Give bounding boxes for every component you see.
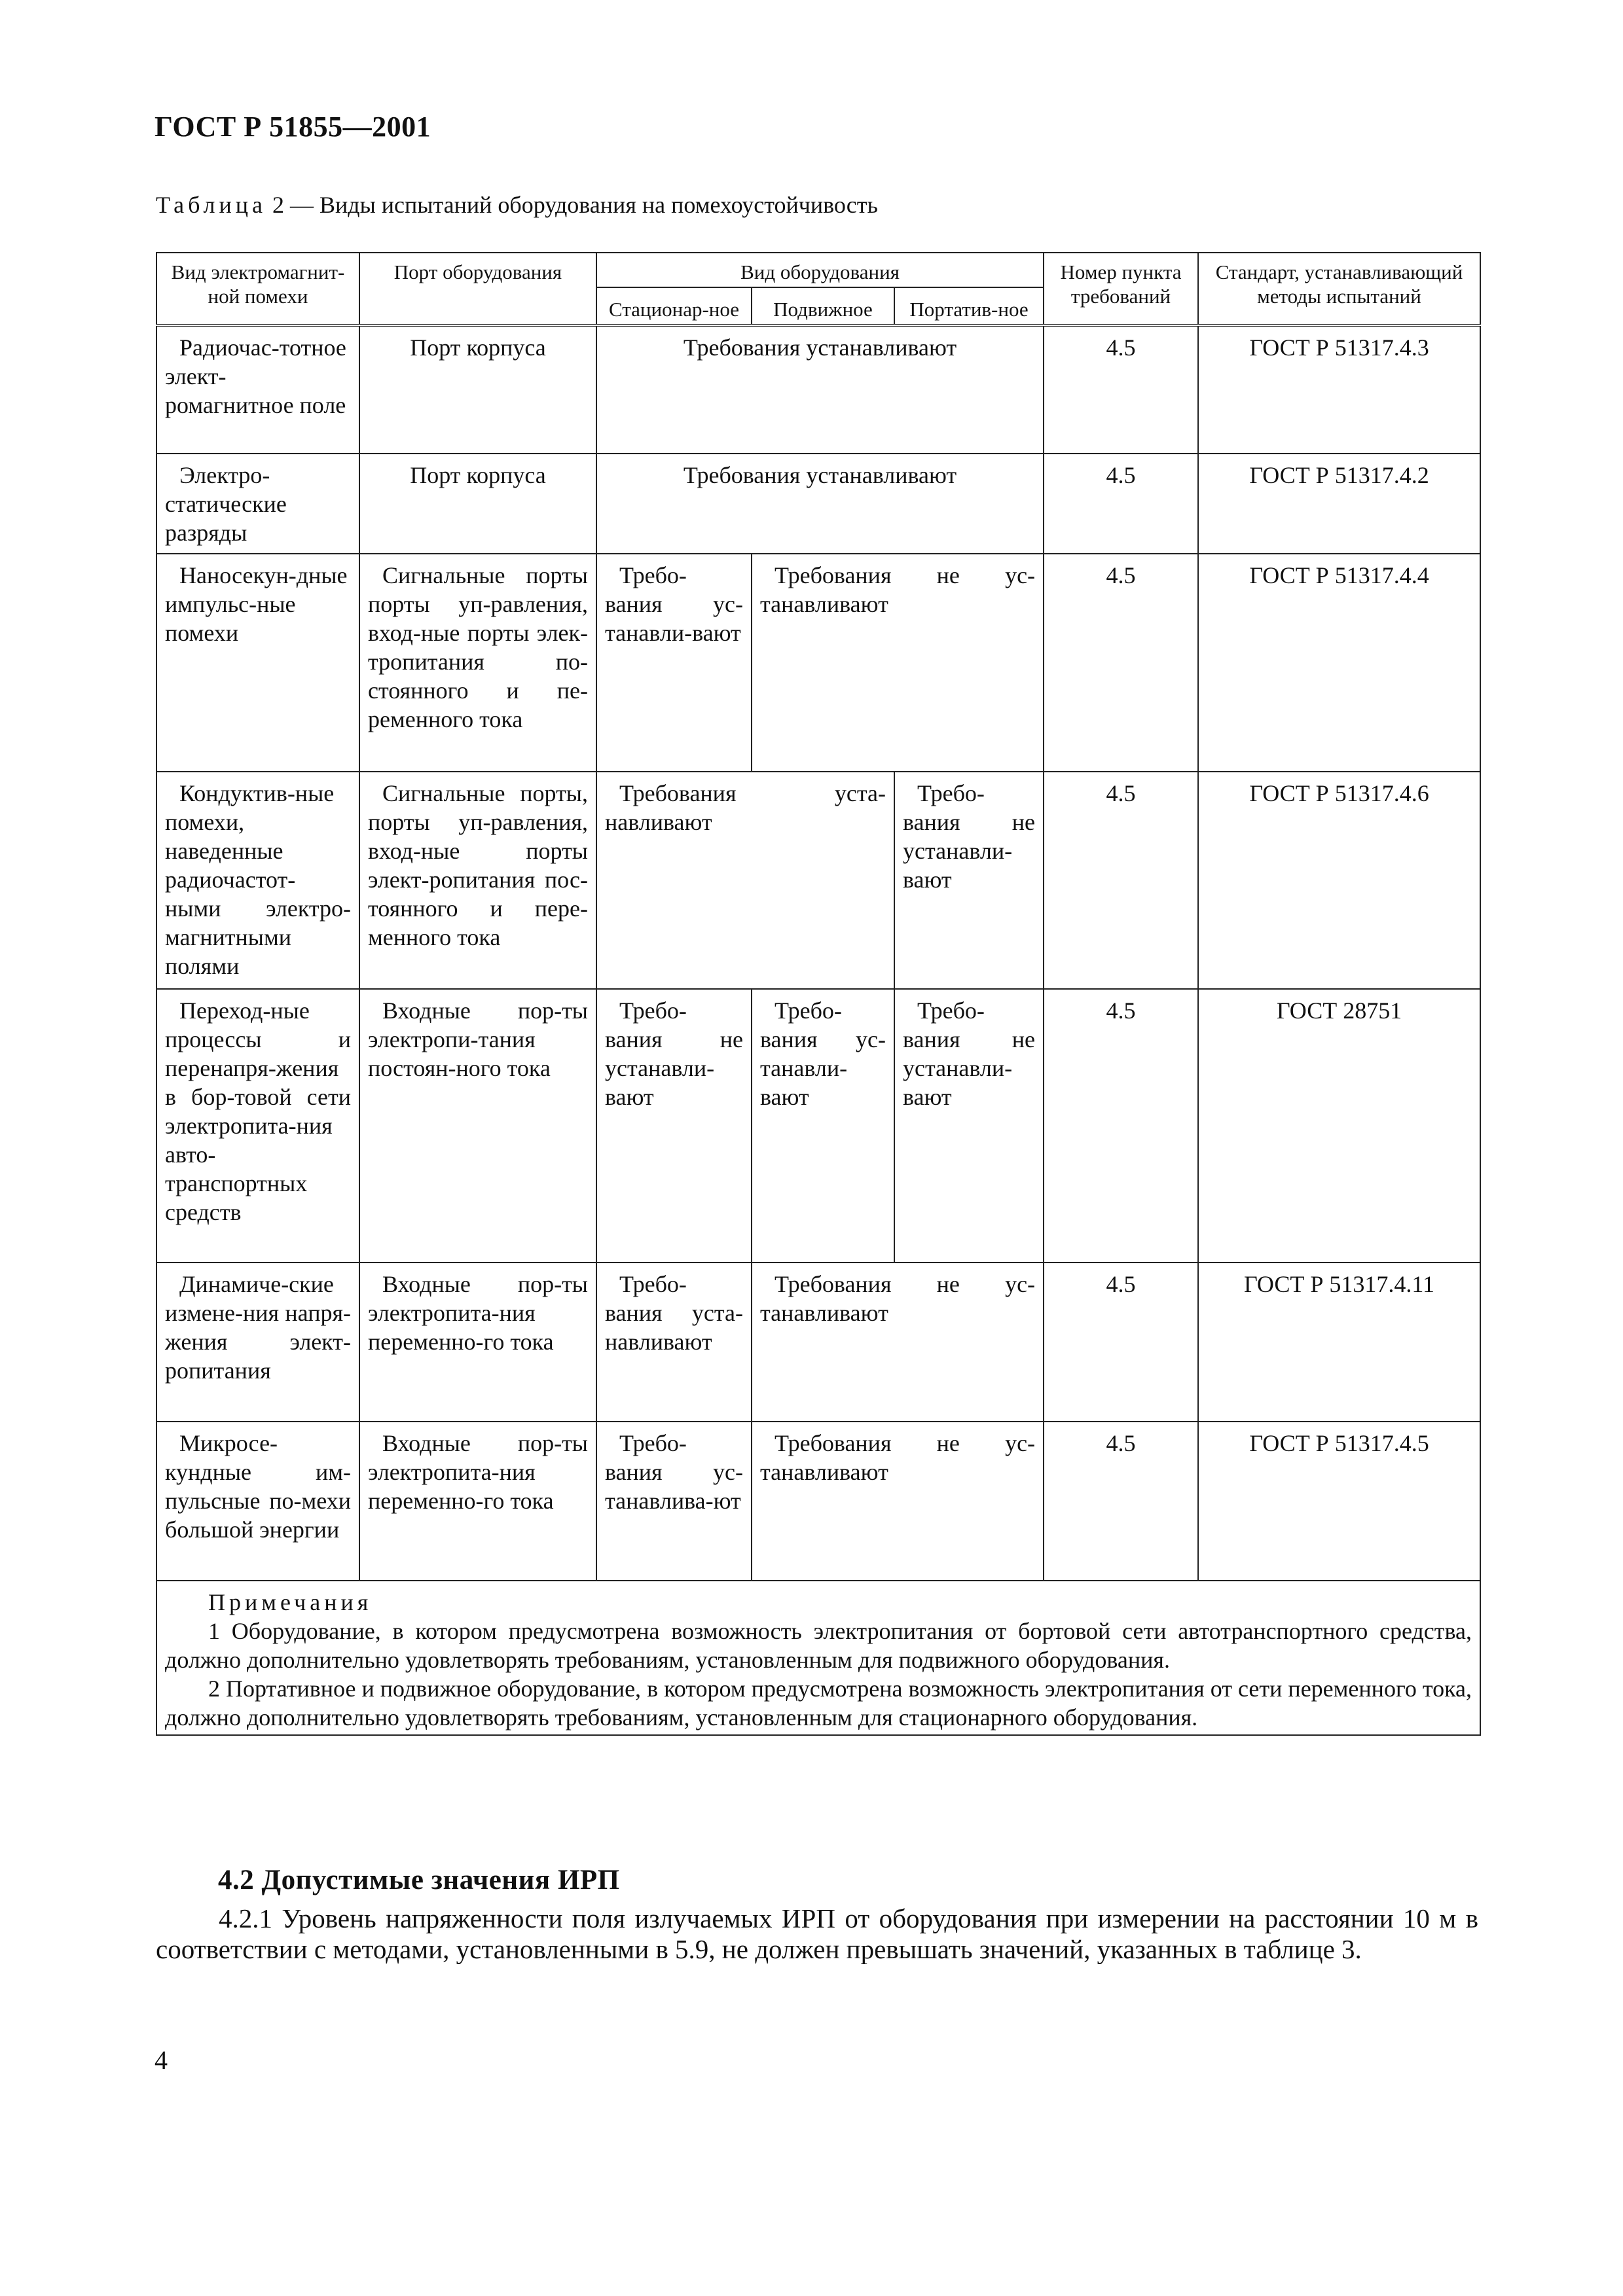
table-row (156, 554, 1480, 772)
cell-port: Сигнальные порты порты уп-равления, вход-ные порты элек-тропитания по-стоянного и пе-ременного тока (359, 554, 596, 772)
table-row (156, 989, 1480, 1263)
cell-stationary: Требо-вания не устанавли-вают (596, 989, 752, 1263)
header-stationary: Стационар-ное (596, 287, 752, 325)
cell-interference-type: Микросе-кундные им-пульсные по-мехи большой энергии (156, 1422, 359, 1581)
note-item: 1 Оборудование, в котором предусмотрена возможность электропитания от бортовой сети автотранспортного средства, должно дополнительно удовлетворять требованиям, установленным для подвижного оборудования. (165, 1618, 1472, 1673)
section-paragraph: 4.2.1 Уровень напряженности поля излучаемых ИРП от оборудования при измерении на расстоянии 10 м в соответствии с методами, установленными в 5.9, не должен превышать значений, указанных в таблице 3. (156, 1903, 1478, 1964)
cell-interference-type: Радиочас-тотное элект-ромагнитное поле (156, 325, 359, 454)
table-caption-word: Таблица (156, 192, 266, 218)
document-header: ГОСТ Р 51855—2001 (155, 111, 431, 143)
header-mobile: Подвижное (752, 287, 894, 325)
cell-mobile-portable: Требования не ус-танавливают (752, 554, 1044, 772)
cell-clause: 4.5 (1044, 1422, 1198, 1581)
cell-interference-type: Переход-ные процессы и перенапря-жения в бор-товой сети электропита-ния авто-транспортных средств (156, 989, 359, 1263)
cell-stationary: Требо-вания ус-танавлива-ют (596, 1422, 752, 1581)
cell-interference-type: Электро-статические разряды (156, 454, 359, 554)
cell-port: Входные пор-ты электропита-ния переменно-го тока (359, 1422, 596, 1581)
cell-standard: ГОСТ Р 51317.4.5 (1198, 1422, 1480, 1581)
header-standard: Стандарт, устанавливающий методы испытаний (1198, 253, 1480, 325)
cell-interference-type: Наносекун-дные импульс-ные помехи (156, 554, 359, 772)
table-row (156, 454, 1480, 554)
cell-mobile-portable: Требования не ус-танавливают (752, 1263, 1044, 1422)
cell-standard: ГОСТ Р 51317.4.6 (1198, 772, 1480, 989)
cell-standard: ГОСТ Р 51317.4.3 (1198, 325, 1480, 454)
cell-clause: 4.5 (1044, 325, 1198, 454)
table-notes-row (156, 1581, 1480, 1735)
table-caption-text: 2 — Виды испытаний оборудования на помехоустойчивость (266, 192, 878, 218)
cell-standard: ГОСТ Р 51317.4.2 (1198, 454, 1480, 554)
cell-standard: ГОСТ Р 51317.4.11 (1198, 1263, 1480, 1422)
table-header-row (156, 253, 1480, 287)
table-notes (156, 1581, 1480, 1735)
notes-title: Примечания (208, 1589, 373, 1615)
header-clause: Номер пункта требований (1044, 253, 1198, 325)
table-caption (156, 191, 878, 219)
table-row (156, 1422, 1480, 1581)
header-interference-type: Вид электромагнит-ной помехи (156, 253, 359, 325)
cell-standard: ГОСТ Р 51317.4.4 (1198, 554, 1480, 772)
cell-clause: 4.5 (1044, 772, 1198, 989)
cell-clause: 4.5 (1044, 554, 1198, 772)
cell-stationary-mobile: Требования уста-навливают (596, 772, 894, 989)
cell-clause: 4.5 (1044, 1263, 1198, 1422)
cell-requirement-all: Требования устанавливают (596, 325, 1044, 454)
cell-portable: Требо-вания не устанавли-вают (894, 989, 1044, 1263)
cell-interference-type: Кондуктив-ные помехи, наведенные радиочастот-ными электро-магнитными полями (156, 772, 359, 989)
cell-stationary: Требо-вания уста-навливают (596, 1263, 752, 1422)
cell-port: Сигнальные порты, порты уп-равления, вход-ные порты элект-ропитания пос-тоянного и пере-менного тока (359, 772, 596, 989)
cell-clause: 4.5 (1044, 454, 1198, 554)
cell-port: Входные пор-ты электропита-ния переменно-го тока (359, 1263, 596, 1422)
section-title: 4.2 Допустимые значения ИРП (218, 1865, 620, 1895)
header-portable: Портатив-ное (894, 287, 1044, 325)
table-row (156, 772, 1480, 989)
header-equipment-type: Вид оборудования (596, 253, 1044, 287)
table-row (156, 325, 1480, 454)
cell-requirement-all: Требования устанавливают (596, 454, 1044, 554)
cell-portable: Требо-вания не устанавли-вают (894, 772, 1044, 989)
cell-port: Входные пор-ты электропи-тания постоян-ного тока (359, 989, 596, 1263)
cell-port: Порт корпуса (359, 325, 596, 454)
page-number: 4 (155, 2045, 168, 2075)
cell-port: Порт корпуса (359, 454, 596, 554)
table-row (156, 1263, 1480, 1422)
cell-mobile-portable: Требования не ус-танавливают (752, 1422, 1044, 1581)
note-item: 2 Портативное и подвижное оборудование, в котором предусмотрена возможность электропитания от сети переменного тока, должно дополнительно удовлетворять требованиям, установленным для стационарного оборудования. (165, 1676, 1472, 1731)
test-types-table (156, 252, 1481, 1736)
cell-mobile: Требо-вания ус-танавли-вают (752, 989, 894, 1263)
cell-standard: ГОСТ 28751 (1198, 989, 1480, 1263)
cell-interference-type: Динамиче-ские измене-ния напря-жения элект-ропитания (156, 1263, 359, 1422)
cell-clause: 4.5 (1044, 989, 1198, 1263)
header-port: Порт оборудования (359, 253, 596, 325)
cell-stationary: Требо-вания ус-танавли-вают (596, 554, 752, 772)
